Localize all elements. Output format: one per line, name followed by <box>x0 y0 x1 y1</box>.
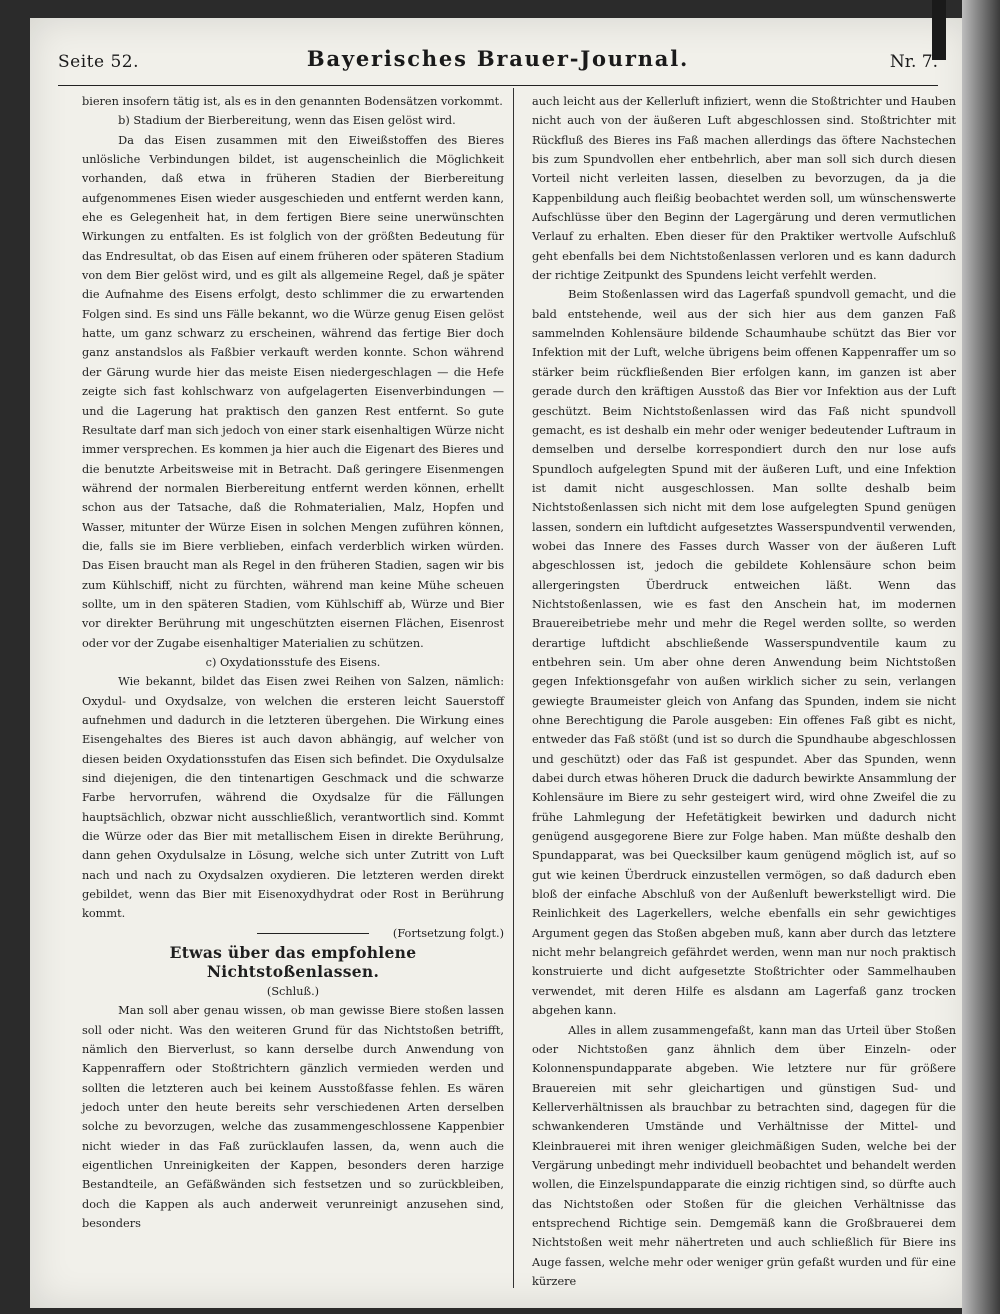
article-title: Etwas über das empfohlene Nichtstoßenlassen. <box>169 943 417 982</box>
paragraph: auch leicht aus der Kellerluft infiziert, wenn die Stoßtrichter und Hauben nicht auch von der äußeren Luft abgeschlossen sind. Stoßtrichter mit Rückfluß des Bieres ins Faß machen allerdings das öftere Nachstechen bis zum Spundvollen eher entbehrlich, aber man soll sich durch diesen Vorteil nicht verleiten lassen, dieselben zu bevorzugen, da ja die Kappenbildung auch fleißig beobachtet werden soll, um wünschenswerte Aufschlüsse über den Beginn der Lagergärung und deren vermutlichen Verlauf zu erhalten. Eben dieser für den Praktiker wertvolle Aufschluß geht ebenfalls bei dem Nichtstoßenlassen verloren und es kann dadurch der richtige Zeitpunkt des Spundens leicht verfehlt werden. <box>532 95 956 283</box>
issue-number: Nr. 7. <box>889 52 938 72</box>
column-divider <box>513 88 514 1288</box>
page-header <box>58 38 938 74</box>
continuation-note: (Fortsetzung folgt.) <box>392 926 504 940</box>
paragraph: Man soll aber genau wissen, ob man gewisse Biere stoßen lassen soll oder nicht. Was den weiteren Grund für das Nichtstoßen betrifft, nämlich den Bierverlust, so kann derselbe durch Anwendung von Kappenraffern oder Stoßtrichtern gänzlich vermieden werden und sollten die letzteren auch bei keinem Ausstoßfasse fehlen. Es wären jedoch unter den heute bereits sehr verschiedenen Arten derselben solche zu bevorzugen, welche das zusammengeschlossene Kappenbier nicht wieder in das Faß zurücklaufen lassen, da, wenn auch die eigentlichen Unreinigkeiten der Kappen, besonders deren harzige Bestandteile, an Gefäßwänden sich festsetzen und so zurückbleiben, doch die Kappen als auch anderweit verunreinigt anzusehen sind, besonders <box>82 1004 504 1230</box>
article-subtitle: (Schluß.) <box>266 984 320 998</box>
section-heading-b: b) Stadium der Bierbereitung, wenn das Eisen gelöst wird. <box>118 114 456 128</box>
continuation-rule <box>257 933 369 934</box>
paragraph: Beim Stoßenlassen wird das Lagerfaß spundvoll gemacht, und die bald entstehende, weil aus der sich hier aus dem ganzen Faß sammelnden Kohlensäure bildende Schaumhaube schützt das Bier vor Infektion mit der Luft, welche übrigens beim offenen Kappenraffer um so stärker beim rückfließenden Bier erfolgen kann, im ganzen ist aber gerade durch den kräftigen Ausstoß das Bier vor Infektion aus der Luft geschützt. Beim Nichtstoßenlassen wird das Faß nicht spundvoll gemacht, es ist deshalb ein mehr oder weniger bedeutender Luftraum in demselben und derselbe korrespondiert durch den nur lose aufs Spundloch aufgelegten Spund mit der äußeren Luft, und eine Infektion ist damit nicht ausgeschlossen. Man sollte deshalb beim Nichtstoßenlassen sich nicht mit dem lose aufgelegten Spund genügen lassen, sondern ein luftdicht aufgesetztes Wasserspundventil verwenden, wobei das Innere des Fasses durch Wasser von der äußeren Luft abgeschlossen ist, jedoch die gebildete Kohlensäure schon beim allergeringsten Überdruck entweichen läßt. Wenn das Nichtstoßenlassen, wie es fast den Anschein hat, im modernen Brauereibetriebe mehr und mehr die Regel werden sollte, so werden derartige luftdicht abschließende Wasserspundventile kaum zu entbehren sein. Um aber ohne deren Anwendung beim Nichtstoßen gegen Infektionsgefahr von außen wirklich sicher zu sein, verlangen gewiegte Braumeister gleich von Anfang das Spunden, indem sie nicht ohne Berechtigung die Parole ausgeben: Ein offenes Faß gibt es nicht, entweder das Faß stößt (und ist so durch die Spundhaube abgeschlossen und geschützt) oder das Faß ist gespundet. Aber das Spunden, wenn dabei durch etwas höheren Druck die dadurch bewirkte Ansammlung der Kohlensäure im Biere zu sehr gesteigert wird, wird ohne Zweifel die zu frühe Lahmlegung der Hefetätigkeit bewirken und dadurch nicht genügend ausgegorene Biere zur Folge haben. Man müßte deshalb den Spundapparat, was bei Quecksilber kaum genügend möglich ist, auf so gut wie keinen Überdruck einzustellen vermögen, so daß dadurch eben bloß der einfache Abschluß von der Außenluft bewerkstelligt wird. Die Reinlichkeit des Lagerkellers, welche ebenfalls ein sehr gewichtiges Argument gegen das Stoßen abgeben muß, kann aber durch das letztere nicht mehr belangreich gefährdet werden, wenn man nur noch praktisch konstruierte und dicht aufgesetzte Stoßtrichter oder Sammelhauben verwendet, mit deren Hilfe es alsdann am Lagerfaß ganz trocken abgehen kann. <box>532 288 956 1018</box>
continuation-line <box>82 924 504 943</box>
journal-title: Bayerisches Brauer-Journal. <box>306 46 690 71</box>
paragraph: Alles in allem zusammengefaßt, kann man das Urteil über Stoßen oder Nichtstoßen ganz ähnlich dem über Einzeln- oder Kolonnenspundapparate abgeben. Wie letztere nur für größere Brauereien mit sehr gleichartigen und günstigen Sud- und Kellerverhältnissen als brauchbar zu betrachten sind, dagegen für die schwankenderen Umstände und Verhältnisse der Mittel- und Kleinbrauerei mit ihren weniger gleichmäßigen Suden, welche bei der Vergärung unbedingt mehr individuell beobachtet und behandelt werden wollen, die Einzelspundapparate die einzig richtigen sind, so dürfte auch das Nichtstoßen oder Stoßen für die gleichen Verhältnisse das entsprechend Richtige sein. Demgemäß kann die Großbrauerei dem Nichtstoßen weit mehr nähertreten und auch schließlich für Biere ins Auge fassen, welche mehr oder weniger grün gefaßt wurden und für eine kürzere <box>532 1023 956 1288</box>
scan-right-edge <box>962 0 1000 1314</box>
paragraph: Wie bekannt, bildet das Eisen zwei Reihen von Salzen, nämlich: Oxydul- und Oxydsalze, von welchen die ersteren leicht Sauerstoff aufnehmen und dadurch in die letzteren übergehen. Die Wirkung eines Eisengehaltes des Bieres ist auch davon abhängig, auf welcher von diesen beiden Oxydationsstufen das Eisen sich befindet. Die Oxydulsalze sind diejenigen, die den tintenartigen Geschmack und die schwarze Farbe hervorrufen, während die Oxydsalze für die Fällungen hauptsächlich, obzwar nicht ausschließlich, verantwortlich sind. Kommt die Würze oder das Bier mit metallischem Eisen in direkte Berührung, dann gehen Oxydulsalze in Lösung, welche sich unter Zutritt von Luft nach und nach zu Oxydsalzen oxydieren. Die letzteren werden direkt gebildet, wenn das Bier mit Eisenoxydhydrat oder Rost in Berührung kommt. <box>82 675 504 921</box>
paragraph: Da das Eisen zusammen mit den Eiweißstoffen des Bieres unlösliche Verbindungen bildet, ist augenscheinlich die Möglichkeit vorhanden, daß etwa in früheren Stadien der Bierbereitung aufgenommenes Eisen wieder ausgeschieden und entfernt werden kann, ehe es Gelegenheit hat, in dem fertigen Biere seine unerwünschten Wirkungen zu entfalten. Es ist folglich von der größten Bedeutung für das Endresultat, ob das Eisen auf einem früheren oder späteren Stadium von dem Bier gelöst wird, und es gilt als allgemeine Regel, daß je später die Aufnahme des Eisens erfolgt, desto schlimmer die zu erwartenden Folgen sind. Es sind uns Fälle bekannt, wo die Würze genug Eisen gelöst hatte, um ganz schwarz zu erscheinen, während das fertige Bier doch ganz anstandslos als Faßbier verkauft werden konnte. Schon während der Gärung wurde hier das meiste Eisen niedergeschlagen — die Hefe zeigte sich fast kohlschwarz von aufgelagerten Eisenverbindungen — und die Lagerung hat praktisch den ganzen Rest entfernt. So gute Resultate darf man sich jedoch von einer stark eisenhaltigen Würze nicht immer versprechen. Es kommen ja hier auch die Eigenart des Bieres und die benutzte Arbeitsweise mit in Betracht. Daß geringere Eisenmengen während der normalen Bierbereitung entfernt werden können, erhellt schon aus der Tatsache, daß die Rohmaterialien, Malz, Hopfen und Wasser, mitunter der Würze Eisen in solchen Mengen zuführen können, die, falls sie im Biere verblieben, einfach verderblich wirken würden. Das Eisen braucht man als Regel in den früheren Stadien, sagen wir bis zum Kühlschiff, nicht zu fürchten, während man keine Mühe scheuen sollte, um in den späteren Stadien, vom Kühlschiff ab, Würze und Bier vor direkter Berührung mit ungeschützten eisernen Flächen, Eisenrost oder vor der Zugabe eisenhaltiger Materialien zu schützen. <box>82 133 504 650</box>
page-number: Seite 52. <box>58 52 139 72</box>
section-heading-c: c) Oxydationsstufe des Eisens. <box>205 655 381 669</box>
left-column <box>82 92 504 1233</box>
right-column <box>532 92 956 1291</box>
header-rule <box>58 85 938 86</box>
paragraph: bieren insofern tätig ist, als es in den genannten Bodensätzen vorkommt. <box>82 95 503 108</box>
